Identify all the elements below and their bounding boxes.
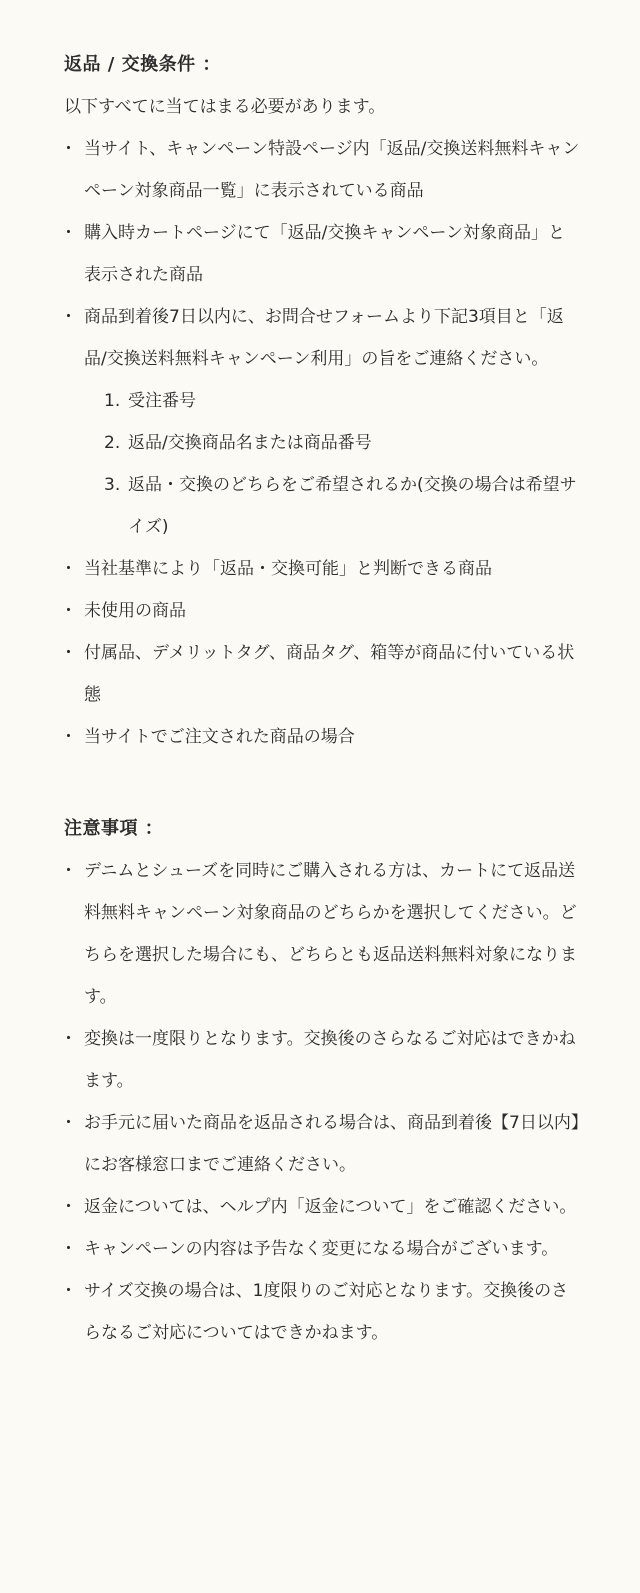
note-item: ・ 返金については、ヘルプ内「返金について」をご確認ください。 [64, 1186, 580, 1228]
condition-item: ・ 購入時カートページにて「返品/交換キャンペーン対象商品」と表示された商品 [64, 212, 580, 296]
condition-item-contact [64, 296, 580, 548]
required-info-item [104, 464, 580, 548]
required-info-number: 3. [104, 475, 121, 495]
condition-item: ・ 当社基準により「返品・交換可能」と判断できる商品 [64, 548, 580, 590]
note-item: ・ 変換は一度限りとなります。交換後のさらなるご対応はできかねます。 [64, 1018, 580, 1102]
note-item: ・ お手元に届いた商品を返品される場合は、商品到着後【7日以内】にお客様窓口までご連絡ください。 [64, 1102, 580, 1186]
required-info-list [84, 380, 580, 548]
required-info-item [104, 422, 580, 464]
condition-item: ・ 未使用の商品 [64, 590, 580, 632]
notes-section [64, 808, 580, 1354]
notes-list [64, 850, 580, 1354]
conditions-intro: 以下すべてに当てはまる必要があります。 [64, 97, 386, 117]
required-info-text: 返品・交換のどちらをご希望されるか(交換の場合は希望サイズ) [128, 475, 577, 537]
condition-item-text: 商品到着後7日以内に、お問合せフォームより下記3項目と「返品/交換送料無料キャンペーン利用」の旨をご連絡ください。 [84, 307, 564, 369]
condition-item: ・ 付属品、デメリットタグ、商品タグ、箱等が商品に付いている状態 [64, 632, 580, 716]
conditions-list [64, 128, 580, 758]
condition-item: ・ 当サイトでご注文された商品の場合 [64, 716, 580, 758]
note-item: ・ デニムとシューズを同時にご購入される方は、カートにて返品送料無料キャンペーン対象商品のどちらかを選択してください。どちらを選択した場合にも、どちらとも返品送料無料対象になります。 [64, 850, 580, 1018]
required-info-text: 受注番号 [128, 391, 196, 411]
condition-item: ・ 当サイト、キャンペーン特設ページ内「返品/交換送料無料キャンペーン対象商品一覧」に表示されている商品 [64, 128, 580, 212]
note-item: ・ サイズ交換の場合は、1度限りのご対応となります。交換後のさらなるご対応についてはできかねます。 [64, 1270, 580, 1354]
required-info-number: 1. [104, 391, 121, 411]
notes-title: 注意事項 ： [64, 818, 164, 839]
required-info-item [104, 380, 580, 422]
note-item: ・ キャンペーンの内容は予告なく変更になる場合がございます。 [64, 1228, 580, 1270]
required-info-number: 2. [104, 433, 121, 453]
return-exchange-conditions-section [64, 44, 580, 758]
required-info-text: 返品/交換商品名または商品番号 [128, 433, 372, 453]
conditions-title: 返品 / 交換条件 ： [64, 54, 221, 75]
